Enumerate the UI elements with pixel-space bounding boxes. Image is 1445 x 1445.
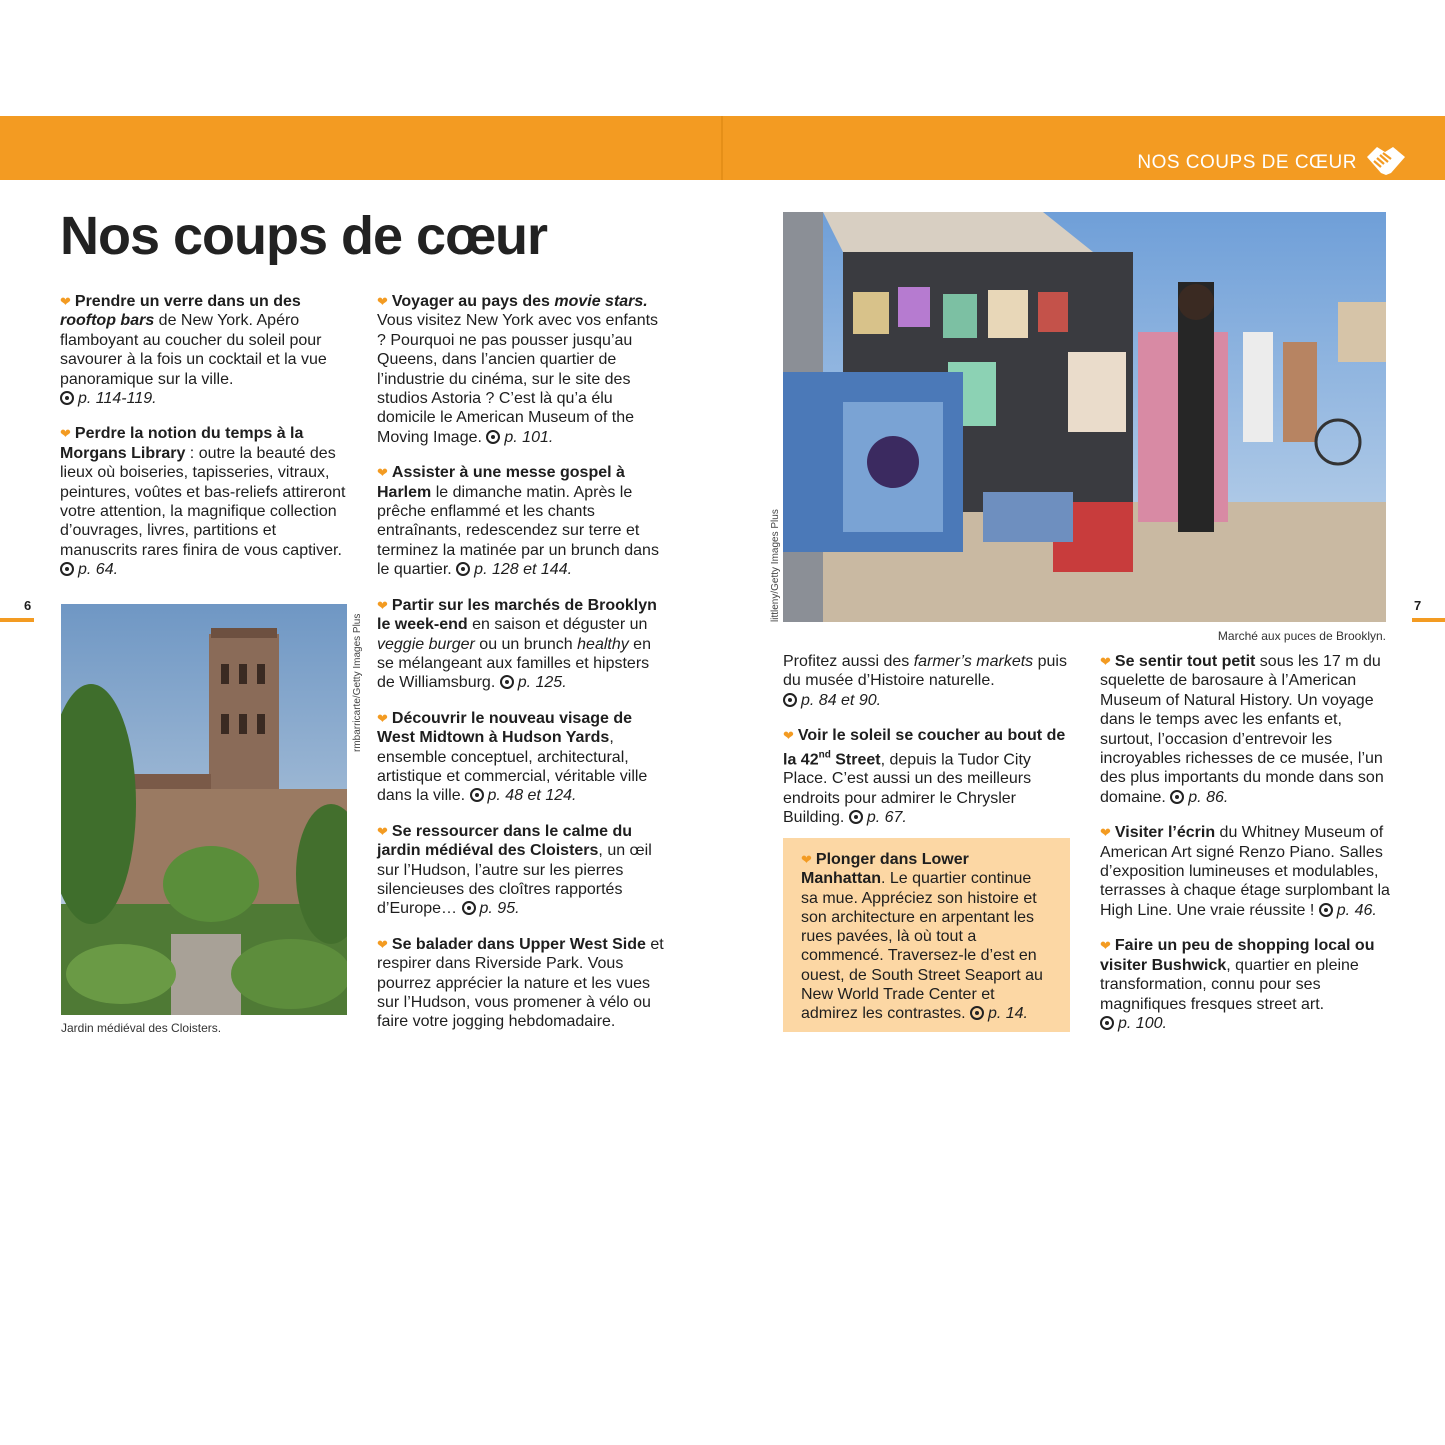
page-reference-icon bbox=[849, 810, 863, 824]
heart-icon: ❤ bbox=[377, 710, 388, 726]
page-reference-icon bbox=[1170, 790, 1184, 804]
column-1 bbox=[60, 292, 350, 596]
heart-icon: ❤ bbox=[377, 823, 388, 839]
page-reference-icon bbox=[456, 562, 470, 576]
section-label: NOS COUPS DE CŒUR bbox=[1137, 152, 1357, 173]
favorite-item: ❤ Visiter l’écrin du Whitney Museum of American Art signé Renzo Piano. Salles d’exposition lumineuses et modulables, terrasses à chaque étage surplombant la High Line. Une vraie réussite ! p. 46. bbox=[1100, 824, 1390, 919]
cloisters-credit: rmbarricarte/Getty Images Plus bbox=[352, 613, 363, 752]
cloisters-caption: Jardin médiéval des Cloisters. bbox=[61, 1021, 222, 1035]
page-reference-icon bbox=[60, 391, 74, 405]
favorite-item: ❤ Prendre un verre dans un des rooftop bars de New York. Apéro flamboyant au coucher du soleil pour savourer à la fois un cocktail et la vue panoramique sur la ville. p. 114-119. bbox=[60, 293, 327, 408]
favorite-item-continued: Profitez aussi des farmer’s markets puis du musée d’Histoire naturelle. p. 84 et 90. bbox=[783, 653, 1067, 709]
heart-icon: ❤ bbox=[377, 936, 388, 952]
column-3 bbox=[783, 652, 1071, 844]
favorite-item: ❤ Se ressourcer dans le calme du jardin médiéval des Cloisters, un œil sur l’Hudson, l’autre sur les pierres silencieuses des cloîtres rapportés d’Europe… p. 95. bbox=[377, 822, 652, 918]
favorite-item: ❤ Découvrir le nouveau visage de West Midtown à Hudson Yards, ensemble conceptuel, architectural, artistique et commercial, véritable ville dans la ville. p. 48 et 124. bbox=[377, 709, 648, 805]
market-credit: littleny/Getty Images Plus bbox=[770, 509, 781, 622]
heart-icon: ❤ bbox=[801, 852, 812, 867]
page-number-left: 6 bbox=[24, 598, 32, 613]
heart-icon: ❤ bbox=[1100, 938, 1111, 954]
favorite-item: ❤ Voir le soleil se coucher au bout de la 42nd Street, depuis la Tudor City Place. C’est aussi un des meilleurs endroits pour admirer le Chrysler Building. p. 67. bbox=[783, 727, 1066, 827]
favorite-item: ❤ Partir sur les marchés de Brooklyn le week-end en saison et déguster un veggie burger ou un brunch healthy en se mélangeant aux familles et hipsters de Williamsburg. p. 125. bbox=[377, 596, 657, 692]
favorite-item: ❤ Perdre la notion du temps à la Morgans Library : outre la beauté des lieux où boiseries, tapisseries, vitraux, peintures, voûtes et bas-reliefs attireront votre attention, la magnifique collection d’ouvrages, livres, partitions et manuscrits rares finira de vous captiver. p. 64. bbox=[60, 425, 346, 579]
column-4 bbox=[1100, 652, 1390, 1049]
handshake-icon bbox=[1365, 143, 1407, 177]
page-reference-icon bbox=[462, 901, 476, 915]
page-reference-icon bbox=[1100, 1016, 1114, 1030]
favorite-item: ❤ Faire un peu de shopping local ou visiter Bushwick, quartier en pleine transformation, connu pour ses magnifiques fresques street art. p. 100. bbox=[1100, 937, 1375, 1032]
page-reference-icon bbox=[500, 675, 514, 689]
favorite-item: ❤ Voyager au pays des movie stars. Vous visitez New York avec vos enfants ? Pourquoi ne pas pousser jusqu’au Queens, dans l’ancien quartier de l’industrie du cinéma, sur le site des studios Astoria ? C’est là qu’a élu domicile le American Museum of the Moving Image. p. 101. bbox=[377, 293, 659, 446]
favorite-item: ❤ Se balader dans Upper West Side et respirer dans Riverside Park. Vous pourrez apprécier la nature et les vues sur l’Hudson, vous promener à vélo ou faire votre jogging hebdomadaire. bbox=[377, 935, 664, 1031]
heart-icon: ❤ bbox=[377, 465, 388, 481]
page-reference-icon bbox=[1319, 903, 1333, 917]
page-number-bar-right bbox=[1412, 618, 1445, 622]
page-reference-icon bbox=[783, 693, 797, 707]
heart-icon: ❤ bbox=[783, 728, 794, 744]
heart-icon: ❤ bbox=[60, 294, 71, 309]
market-photo bbox=[783, 212, 1386, 622]
page-reference-icon bbox=[970, 1006, 984, 1020]
heart-icon: ❤ bbox=[377, 597, 388, 613]
heart-icon: ❤ bbox=[1100, 825, 1111, 841]
page-reference-icon bbox=[486, 430, 500, 444]
heart-icon: ❤ bbox=[60, 426, 71, 442]
favorite-item: ❤ Se sentir tout petit sous les 17 m du squelette de barosaure à l’American Museum of Natural History. Un voyage dans le temps avec les enfants et, surtout, l’occasion d’entrevoir les incroyables richesses de ce musée, l’un des plus importants du monde dans son domaine. p. 86. bbox=[1100, 653, 1384, 806]
page-number-bar-left bbox=[0, 618, 34, 622]
column-2 bbox=[377, 292, 669, 1048]
page-reference-icon bbox=[60, 562, 74, 576]
page-title: Nos coups de cœur bbox=[60, 206, 548, 266]
highlight-box: ❤ Plonger dans Lower Manhattan. Le quartier continue sa mue. Appréciez son histoire et son architecture en arpentant les rues pavées, là où tout a commencé. Traversez-le d’est en ouest, de South Street Seaport au New World Trade Center et admirez les contrastes. p. 14. bbox=[783, 838, 1070, 1032]
page-number-right: 7 bbox=[1414, 598, 1422, 613]
heart-icon: ❤ bbox=[1100, 654, 1111, 669]
market-caption: Marché aux puces de Brooklyn. bbox=[1217, 629, 1386, 643]
page-fold bbox=[721, 116, 723, 180]
page-reference-icon bbox=[470, 788, 484, 802]
heart-icon: ❤ bbox=[377, 294, 388, 309]
favorite-item: ❤ Assister à une messe gospel à Harlem le dimanche matin. Après le prêche enflammé et les chants entraînants, redescendez sur terre et terminez la matinée par un brunch dans le quartier. p. 128 et 144. bbox=[377, 464, 659, 579]
cloisters-photo bbox=[61, 604, 347, 1015]
